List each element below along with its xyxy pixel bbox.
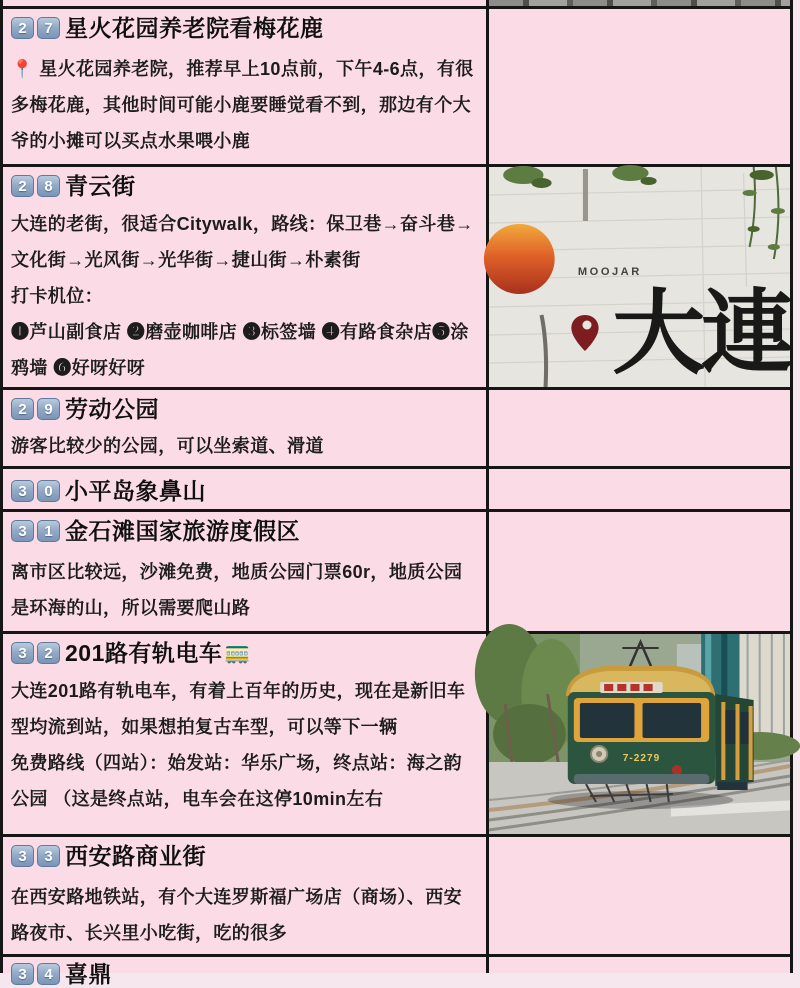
digit-badge-icon: 2 bbox=[11, 17, 34, 39]
item-title: 西安路商业街 bbox=[65, 843, 206, 869]
wall-brand-text: MOOJAR bbox=[577, 266, 642, 278]
table-row bbox=[3, 167, 790, 390]
dalian-201-tram-photo bbox=[489, 634, 790, 834]
digit-badge-icon: 8 bbox=[37, 175, 60, 197]
photo-sliver bbox=[489, 0, 790, 6]
table-row bbox=[3, 512, 790, 634]
item-text: 大连的老街，很适合Citywalk，路线：保卫巷→奋斗巷→文化街→光风街→光华街→捷山街→朴素街 bbox=[11, 214, 474, 270]
digit-badge-icon: 3 bbox=[11, 520, 34, 542]
empty-photo-cell bbox=[489, 390, 790, 466]
tram-number-text: 7-2279 bbox=[622, 753, 661, 764]
empty-photo-cell bbox=[489, 9, 790, 164]
wall-pipe bbox=[583, 169, 588, 221]
empty-photo-cell bbox=[489, 957, 790, 973]
digit-badge-icon: 3 bbox=[11, 845, 34, 867]
digit-badge-icon: 2 bbox=[11, 398, 34, 420]
item-text: 大连201路有轨电车，有着上百年的历史，现在是新旧车型均流到站，如果想拍复古车型，可以等下一辆 bbox=[11, 681, 466, 737]
item-text: 离市区比较远，沙滩免费，地质公园门票60r，地质公园是环海的山，所以需要爬山路 bbox=[11, 562, 463, 618]
digit-badge-icon: 3 bbox=[11, 480, 34, 502]
item-text: 📍 星火花园养老院，推荐早上10点前，下午4-6点，有很多梅花鹿，其他时间可能小鹿要睡觉看不到，那边有个大爷的小摊可以买点水果喂小鹿 bbox=[11, 59, 474, 151]
table-row bbox=[3, 957, 790, 987]
digit-badge-icon: 3 bbox=[11, 963, 34, 985]
digit-badge-icon: 3 bbox=[11, 642, 34, 664]
prev-photo-remnant bbox=[489, 0, 790, 6]
digit-badge-icon: 3 bbox=[37, 845, 60, 867]
item-title: 星火花园养老院看梅花鹿 bbox=[65, 15, 324, 41]
tram-emoji-icon: 🚃 bbox=[224, 641, 251, 664]
prev-row-remnant bbox=[3, 0, 489, 6]
item-text: 在西安路地铁站，有个大连罗斯福广场店（商场）、西安路夜市、长兴里小吃街，吃的很多 bbox=[11, 887, 462, 943]
item-header bbox=[11, 14, 477, 42]
item-header bbox=[11, 517, 477, 545]
item-title: 201路有轨电车 bbox=[65, 640, 223, 666]
digit-badge-icon: 7 bbox=[37, 17, 60, 39]
table-row bbox=[3, 390, 790, 469]
item-header bbox=[11, 842, 477, 870]
item-title: 喜鼎 bbox=[65, 961, 112, 987]
item-header bbox=[11, 395, 477, 423]
item-text: ❶芦山副食店 ❷磨壶咖啡店 ❸标签墙 ❹有路食杂店❺涂鸦墙 ❻好呀好呀 bbox=[11, 322, 469, 378]
item-title: 劳动公园 bbox=[65, 396, 159, 422]
digit-badge-icon: 9 bbox=[37, 398, 60, 420]
table-row bbox=[3, 0, 790, 9]
item-header bbox=[11, 172, 477, 200]
item-header bbox=[11, 639, 477, 667]
digit-badge-icon: 2 bbox=[11, 175, 34, 197]
digit-badge-icon: 4 bbox=[37, 963, 60, 985]
table-row bbox=[3, 9, 790, 167]
empty-photo-cell bbox=[489, 837, 790, 954]
table-row bbox=[3, 634, 790, 837]
tram-shadow bbox=[548, 791, 734, 809]
photo-cell bbox=[489, 167, 790, 387]
empty-photo-cell bbox=[489, 512, 790, 631]
digit-badge-icon: 1 bbox=[37, 520, 60, 542]
item-text: 免费路线（四站）：始发站：华乐广场，终点站：海之韵公园 （这是终点站，电车会在这停10min左右 bbox=[11, 753, 462, 809]
digit-badge-icon: 0 bbox=[37, 480, 60, 502]
table-row bbox=[3, 469, 790, 512]
item-header bbox=[11, 960, 477, 988]
item-title: 金石滩国家旅游度假区 bbox=[65, 518, 300, 544]
trees bbox=[475, 624, 582, 774]
empty-photo-cell bbox=[489, 469, 790, 509]
item-title: 小平岛象鼻山 bbox=[65, 478, 206, 504]
table-row bbox=[3, 837, 790, 957]
item-text: 游客比较少的公园，可以坐索道、滑道 bbox=[11, 436, 324, 456]
dalian-calligraphy-text: 大連 bbox=[612, 281, 790, 385]
photo-cell bbox=[489, 634, 790, 834]
item-text: 打卡机位： bbox=[11, 286, 103, 306]
digit-badge-icon: 2 bbox=[37, 642, 60, 664]
item-title: 青云街 bbox=[65, 173, 136, 199]
sun-mural bbox=[484, 224, 555, 294]
item-header bbox=[11, 477, 477, 505]
qingyun-street-wall-photo bbox=[489, 167, 790, 387]
